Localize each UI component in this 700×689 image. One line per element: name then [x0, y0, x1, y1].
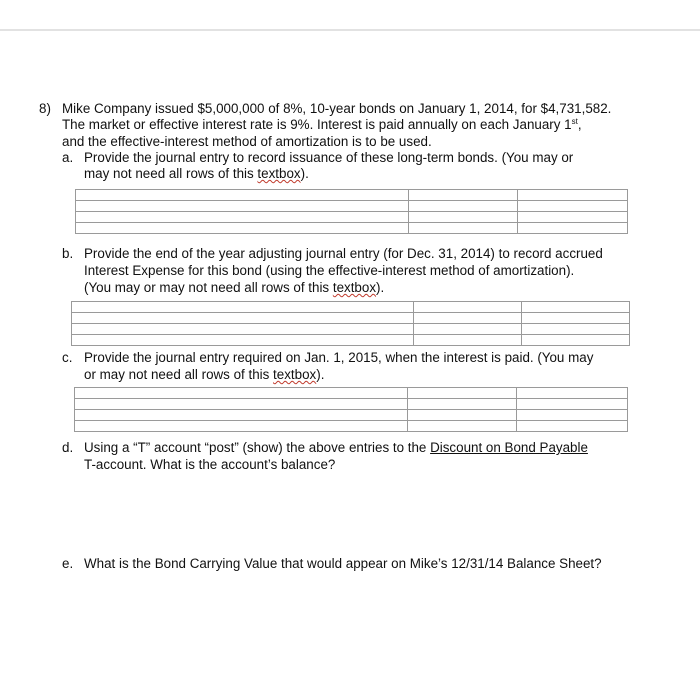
debit-cell[interactable]	[414, 302, 522, 313]
table-row	[76, 223, 628, 234]
question-intro-line-3: and the effective-interest method of amortization is to be used.	[62, 134, 432, 149]
table-row	[72, 302, 630, 313]
part-b-line-1: Provide the end of the year adjusting journal entry (for Dec. 31, 2014) to record accrued	[84, 246, 603, 261]
debit-cell[interactable]	[409, 223, 518, 234]
account-cell[interactable]	[76, 190, 409, 201]
account-cell[interactable]	[72, 324, 414, 335]
credit-cell[interactable]	[522, 313, 630, 324]
table-row	[72, 313, 630, 324]
account-cell[interactable]	[76, 201, 409, 212]
part-a-letter: a.	[62, 150, 74, 165]
credit-cell[interactable]	[517, 388, 628, 399]
debit-cell[interactable]	[409, 190, 518, 201]
table-row	[72, 324, 630, 335]
table-row	[76, 201, 628, 212]
debit-cell[interactable]	[408, 421, 517, 432]
debit-cell[interactable]	[408, 410, 517, 421]
journal-table-a[interactable]	[75, 189, 628, 234]
account-cell[interactable]	[76, 223, 409, 234]
table-row	[76, 212, 628, 223]
credit-cell[interactable]	[518, 201, 628, 212]
debit-cell[interactable]	[414, 324, 522, 335]
account-cell[interactable]	[76, 212, 409, 223]
part-a-line-2: may not need all rows of this textbox).	[84, 166, 309, 181]
credit-cell[interactable]	[517, 410, 628, 421]
debit-cell[interactable]	[409, 212, 518, 223]
account-cell[interactable]	[72, 302, 414, 313]
account-cell[interactable]	[72, 335, 414, 346]
part-c-letter: c.	[62, 350, 73, 365]
part-c-line-2: or may not need all rows of this textbox).	[84, 367, 325, 382]
debit-cell[interactable]	[414, 313, 522, 324]
debit-cell[interactable]	[409, 201, 518, 212]
part-e-line-1: What is the Bond Carrying Value that would appear on Mike’s 12/31/14 Balance Sheet?	[84, 556, 602, 571]
table-row	[75, 410, 628, 421]
credit-cell[interactable]	[518, 223, 628, 234]
credit-cell[interactable]	[517, 399, 628, 410]
question-number: 8)	[39, 101, 51, 116]
part-b-line-3: (You may or may not need all rows of this textbox).	[84, 280, 385, 295]
credit-cell[interactable]	[522, 335, 630, 346]
credit-cell[interactable]	[517, 421, 628, 432]
table-row	[72, 335, 630, 346]
credit-cell[interactable]	[522, 302, 630, 313]
debit-cell[interactable]	[414, 335, 522, 346]
account-cell[interactable]	[75, 399, 408, 410]
discount-on-bond-payable-link: Discount on Bond Payable	[430, 440, 588, 455]
journal-table-c[interactable]	[74, 387, 628, 432]
account-cell[interactable]	[75, 388, 408, 399]
page-top-divider	[0, 29, 700, 31]
credit-cell[interactable]	[522, 324, 630, 335]
table-row	[75, 421, 628, 432]
part-b-letter: b.	[62, 246, 74, 261]
debit-cell[interactable]	[408, 388, 517, 399]
part-d-line-1: Using a “T” account “post” (show) the above entries to the Discount on Bond Payable	[84, 440, 588, 455]
credit-cell[interactable]	[518, 212, 628, 223]
part-a-line-1: Provide the journal entry to record issuance of these long-term bonds. (You may or	[84, 150, 574, 165]
table-row	[75, 388, 628, 399]
question-intro-line-1: Mike Company issued $5,000,000 of 8%, 10-year bonds on January 1, 2014, for $4,731,582.	[62, 101, 612, 116]
table-row	[76, 190, 628, 201]
journal-table-b[interactable]	[71, 301, 630, 346]
table-row	[75, 399, 628, 410]
question-intro-line-2: The market or effective interest rate is 9%. Interest is paid annually on each January 1st,	[62, 117, 582, 132]
part-e-letter: e.	[62, 556, 74, 571]
account-cell[interactable]	[75, 410, 408, 421]
part-d-line-2: T-account. What is the account’s balance?	[84, 457, 336, 472]
part-b-line-2: Interest Expense for this bond (using the effective-interest method of amortization).	[84, 263, 575, 278]
part-c-line-1: Provide the journal entry required on Jan. 1, 2015, when the interest is paid. (You may	[84, 350, 594, 365]
credit-cell[interactable]	[518, 190, 628, 201]
debit-cell[interactable]	[408, 399, 517, 410]
part-d-letter: d.	[62, 440, 74, 455]
account-cell[interactable]	[72, 313, 414, 324]
account-cell[interactable]	[75, 421, 408, 432]
